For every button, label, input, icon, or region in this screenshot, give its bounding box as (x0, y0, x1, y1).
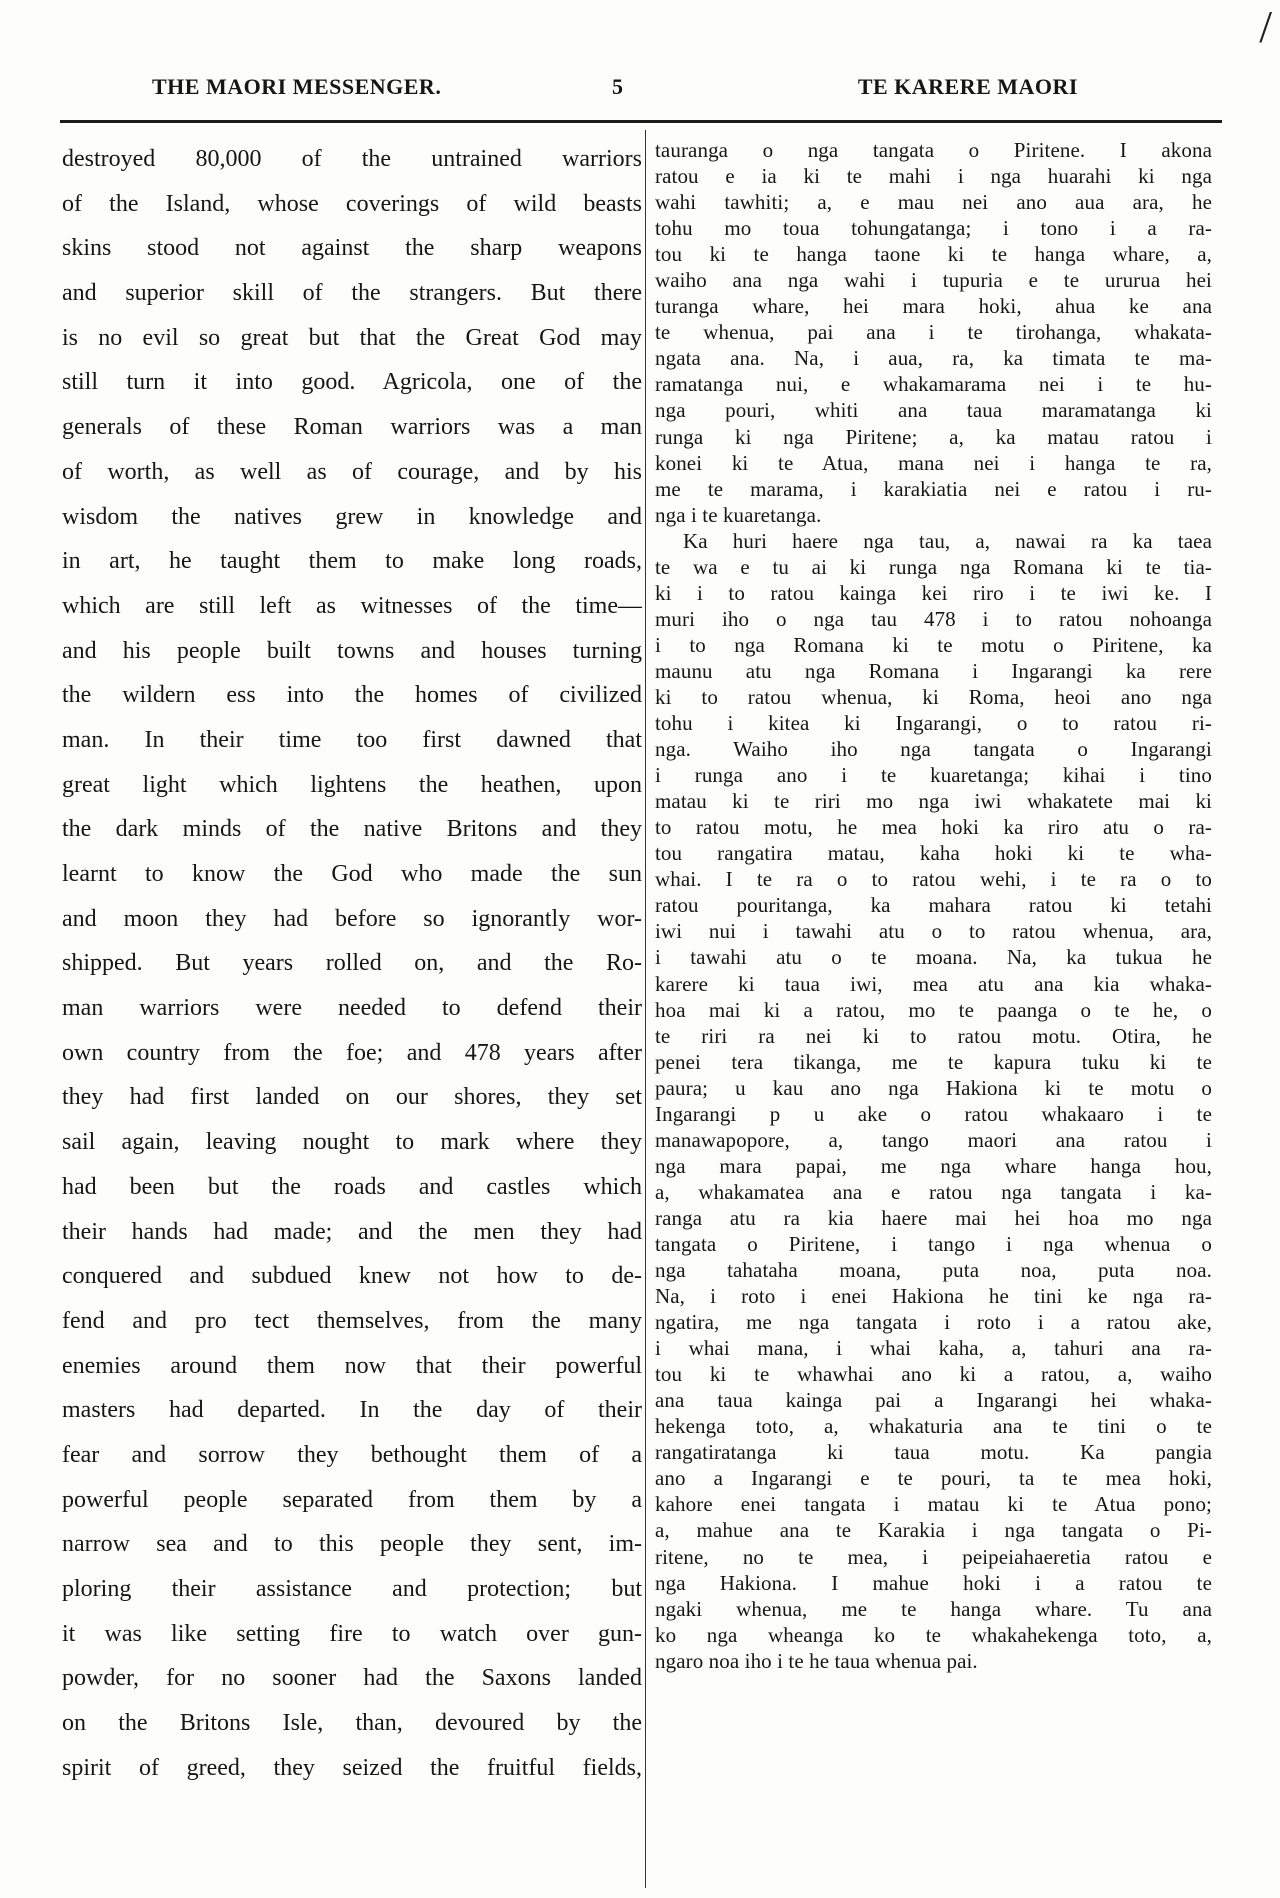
maori-text-line: tou ki te hanga taone ki te hanga whare, a, (655, 242, 1212, 267)
maori-text-line: nga Hakiona. I mahue hoki i a ratou te (655, 1570, 1212, 1595)
maori-text-line: ranga atu ra kia haere mai hei hoa mo nga (655, 1205, 1212, 1230)
maori-text-line: ratou pouritanga, ka mahara ratou ki tetahi (655, 893, 1212, 918)
maori-text-line: maunu atu nga Romana i Ingarangi ka rere (655, 658, 1212, 683)
maori-text-line: nga i te kuaretanga. (655, 502, 822, 527)
maori-text-line: rangatiratanga ki taua motu. Ka pangia (655, 1440, 1212, 1465)
maori-text-line: hoa mai ki a ratou, mo te paanga o te he, o (655, 997, 1212, 1022)
english-text-line: fend and pro tect themselves, from the many (62, 1307, 642, 1334)
english-text-line: of the Island, whose coverings of wild beasts (62, 190, 642, 217)
maori-text-line: i runga ano i te kuaretanga; kihai i tino (655, 763, 1212, 788)
english-text-line: destroyed 80,000 of the untrained warriors (62, 146, 642, 172)
corner-pencil-mark: / (1259, 1, 1272, 52)
english-text-line: is no evil so great but that the Great God may (62, 324, 642, 351)
maori-text-line: a, mahue ana te Karakia i nga tangata o Pi- (655, 1518, 1212, 1543)
english-text-line: conquered and subdued knew not how to de- (62, 1263, 642, 1290)
maori-text-line: Ka huri haere nga tau, a, nawai ra ka taea (683, 528, 1212, 553)
maori-text-line: ana taua kainga pai a Ingarangi hei whaka- (655, 1388, 1212, 1413)
maori-text-line: ratou e ia ki te mahi i nga huarahi ki nga (655, 164, 1212, 189)
maori-text-line: ramatanga nui, e whakamarama nei i te hu- (655, 372, 1212, 397)
maori-text-line: te wa e tu ai ki runga nga Romana ki te tia- (655, 554, 1212, 579)
maori-text-line: paura; u kau ano nga Hakiona ki te motu o (655, 1075, 1212, 1100)
maori-text-line: manawapopore, a, tango maori ana ratou i (655, 1127, 1212, 1152)
maori-text-line: ngata ana. Na, i aua, ra, ka timata te ma- (655, 346, 1212, 371)
english-text-line: powerful people separated from them by a (62, 1486, 642, 1513)
header-maori-title: TE KARERE MAORI (857, 74, 1078, 99)
maori-text-line: tou ki te whawhai ano ki a ratou, a, waiho (655, 1362, 1212, 1387)
english-text-line: fear and sorrow they bethought them of a (62, 1441, 642, 1468)
maori-text-line: nga pouri, whiti ana taua maramatanga ki (655, 398, 1212, 423)
maori-text-line: nga tahataha moana, puta noa, puta noa. (655, 1258, 1212, 1283)
maori-text-line: kahore enei tangata i matau ki te Atua pono; (655, 1492, 1212, 1517)
maori-text-line: to ratou motu, he mea hoki ka riro atu o ra- (655, 815, 1212, 840)
english-text-line: on the Britons Isle, than, devoured by the (62, 1710, 642, 1737)
english-text-line: enemies around them now that their powerful (62, 1352, 642, 1379)
english-text-line: and superior skill of the strangers. But there (62, 280, 642, 307)
maori-text-line: me te marama, i karakiatia nei e ratou i ru- (655, 476, 1212, 501)
maori-column (655, 137, 1212, 1674)
maori-text-line: i to nga Romana ki te motu o Piritene, ka (655, 632, 1212, 657)
maori-text-line: Na, i roto i enei Hakiona he tini ke nga ra- (655, 1284, 1212, 1309)
maori-text-line: a, whakamatea ana e ratou nga tangata i ka- (655, 1179, 1212, 1204)
maori-text-line: matau ki te riri mo nga iwi whakatete mai ki (655, 789, 1212, 814)
header-rule (60, 120, 1222, 123)
maori-text-line: karere ki taua iwi, mea atu ana kia whaka- (655, 971, 1212, 996)
english-text-line: and moon they had before so ignorantly wor- (62, 905, 642, 932)
english-text-line: had been but the roads and castles which (62, 1173, 642, 1200)
maori-text-line: turanga whare, hei mara hoki, ahua ke ana (655, 294, 1212, 319)
english-text-line: wisdom the natives grew in knowledge and (62, 503, 642, 530)
maori-text-line: runga ki nga Piritene; a, ka matau ratou i (655, 424, 1212, 449)
english-text-line: generals of these Roman warriors was a man (62, 414, 642, 441)
maori-text-line: penei tera tikanga, me te kapura tuku ki te (655, 1049, 1212, 1074)
english-text-line: still turn it into good. Agricola, one of the (62, 369, 642, 396)
maori-text-line: nga. Waiho iho nga tangata o Ingarangi (655, 737, 1212, 762)
maori-text-line: te riri ra nei ki to ratou motu. Otira, he (655, 1023, 1212, 1048)
english-text-line: sail again, leaving nought to mark where they (62, 1129, 642, 1156)
english-text-line: the dark minds of the native Britons and they (62, 816, 642, 843)
english-text-line: the wildern ess into the homes of civilized (62, 682, 642, 709)
page-number: 5 (612, 74, 624, 99)
maori-text-line: i whai mana, i whai kaha, a, tahuri ana ra- (655, 1336, 1212, 1361)
english-text-line: narrow sea and to this people they sent, im- (62, 1531, 642, 1558)
maori-text-line: tohu i kitea ki Ingarangi, o to ratou ri- (655, 711, 1212, 736)
english-text-line: in art, he taught them to make long roads, (62, 548, 642, 575)
english-text-line: skins stood not against the sharp weapons (62, 235, 642, 262)
english-text-line: man warriors were needed to defend their (62, 995, 642, 1022)
maori-text-line: hekenga toto, a, whakaturia ana te tini o te (655, 1414, 1212, 1439)
maori-text-line: whai. I te ra o to ratou wehi, i te ra o to (655, 867, 1212, 892)
column-divider (645, 130, 646, 1888)
english-text-line: learnt to know the God who made the sun (62, 861, 642, 887)
maori-text-line: tou rangatira matau, kaha hoki ki te wha- (655, 841, 1212, 866)
maori-text-line: ki i to ratou kainga kei riro i te iwi ke. I (655, 580, 1212, 605)
maori-text-line: tauranga o nga tangata o Piritene. I akona (655, 138, 1212, 162)
maori-text-line: ritene, no te mea, i peipeiahaeretia ratou e (655, 1544, 1212, 1569)
maori-text-line: iwi nui i tawahi atu o to ratou whenua, ara, (655, 919, 1212, 944)
english-text-line: great light which lightens the heathen, upon (62, 771, 642, 798)
maori-text-line: tangata o Piritene, i tango i nga whenua o (655, 1231, 1212, 1256)
maori-text-line: muri iho o nga tau 478 i to ratou nohoanga (655, 606, 1212, 631)
english-text-line: and his people built towns and houses turning (62, 637, 642, 664)
english-text-line: man. In their time too first dawned that (62, 726, 642, 753)
maori-text-line: ngaki whenua, me te hanga whare. Tu ana (655, 1596, 1212, 1621)
maori-text-line: Ingarangi p u ake o ratou whakaaro i te (655, 1101, 1212, 1126)
maori-text-line: konei ki te Atua, mana nei i hanga te ra, (655, 450, 1212, 475)
english-column (62, 137, 642, 1790)
english-text-line: spirit of greed, they seized the fruitful fields, (62, 1754, 642, 1781)
maori-text-line: nga mara papai, me nga whare hanga hou, (655, 1153, 1212, 1178)
maori-text-line: waiho ana nga wahi i tupuria e te ururua hei (655, 268, 1212, 293)
english-text-line: own country from the foe; and 478 years after (62, 1039, 642, 1066)
running-header (60, 74, 1220, 110)
english-text-line: powder, for no sooner had the Saxons landed (62, 1665, 642, 1692)
maori-text-line: ko nga wheanga ko te whakahekenga toto, a, (655, 1622, 1212, 1647)
english-text-line: shipped. But years rolled on, and the Ro- (62, 950, 642, 977)
maori-text-line: ano a Ingarangi e te pouri, ta te mea hoki, (655, 1466, 1212, 1491)
english-text-line: their hands had made; and the men they had (62, 1218, 642, 1245)
header-english-title: THE MAORI MESSENGER. (152, 74, 442, 99)
english-text-line: masters had departed. In the day of their (62, 1397, 642, 1424)
maori-text-line: ki to ratou whenua, ki Roma, heoi ano nga (655, 684, 1212, 709)
maori-text-line: tohu mo toua tohungatanga; i tono i a ra- (655, 216, 1212, 241)
maori-text-line: te whenua, pai ana i te tirohanga, whakata- (655, 320, 1212, 345)
english-text-line: they had first landed on our shores, they set (62, 1084, 642, 1111)
english-text-line: ploring their assistance and protection; but (62, 1576, 642, 1602)
maori-text-line: ngaro noa iho i te he taua whenua pai. (655, 1648, 978, 1673)
english-text-line: which are still left as witnesses of the time— (62, 592, 642, 619)
maori-text-line: wahi tawhiti; a, e mau nei ano aua ara, he (655, 190, 1212, 215)
maori-text-line: ngatira, me nga tangata i roto i a ratou ake, (655, 1310, 1212, 1335)
maori-text-line: i tawahi atu o te moana. Na, ka tukua he (655, 945, 1212, 970)
english-text-line: it was like setting fire to watch over gun- (62, 1620, 642, 1647)
english-text-line: of worth, as well as of courage, and by his (62, 458, 642, 485)
